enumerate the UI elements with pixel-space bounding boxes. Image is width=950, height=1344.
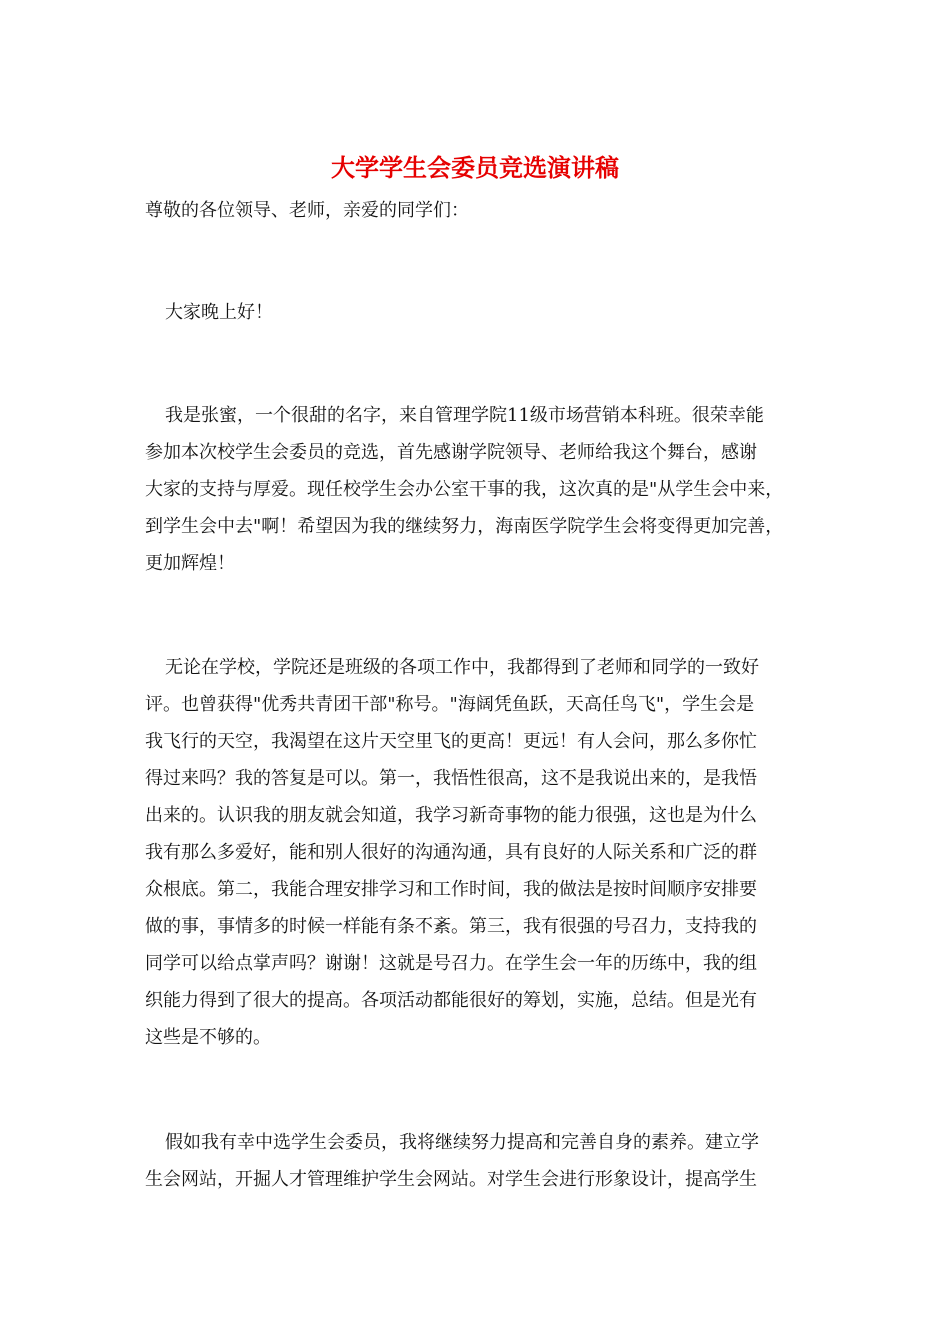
paragraph2-line: 评。也曾获得"优秀共青团干部"称号。"海阔凭鱼跃，天高任鸟飞"，学生会是 xyxy=(145,694,755,715)
paragraph2-line: 众根底。第二，我能合理安排学习和工作时间，我的做法是按时间顺序安排要 xyxy=(145,879,757,900)
paragraph1-line: 大家的支持与厚爱。现任校学生会办公室干事的我，这次真的是"从学生会中来， xyxy=(145,479,784,500)
paragraph2-line: 无论在学校，学院还是班级的各项工作中，我都得到了老师和同学的一致好 xyxy=(165,657,759,678)
paragraph2-line: 织能力得到了很大的提高。各项活动都能很好的筹划，实施，总结。但是光有 xyxy=(145,990,757,1011)
paragraph2-line: 这些是不够的。 xyxy=(145,1027,271,1048)
paragraph1-line: 更加辉煌！ xyxy=(145,553,235,574)
paragraph2-line: 得过来吗？我的答复是可以。第一，我悟性很高，这不是我说出来的，是我悟 xyxy=(145,768,757,789)
paragraph2-line: 同学可以给点掌声吗？谢谢！这就是号召力。在学生会一年的历练中，我的组 xyxy=(145,953,757,974)
paragraph3-line: 假如我有幸中选学生会委员，我将继续努力提高和完善自身的素养。建立学 xyxy=(165,1132,759,1153)
salutation: 尊敬的各位领导、老师，亲爱的同学们： xyxy=(145,200,469,221)
paragraph1-line: 到学生会中去"啊！希望因为我的继续努力，海南医学院学生会将变得更加完善， xyxy=(145,516,784,537)
document-title: 大学学生会委员竞选演讲稿 xyxy=(331,153,619,182)
paragraph3-line: 生会网站，开掘人才管理维护学生会网站。对学生会进行形象设计，提高学生 xyxy=(145,1169,757,1190)
paragraph1-line: 我是张蜜，一个很甜的名字，来自管理学院11级市场营销本科班。很荣幸能 xyxy=(165,405,764,426)
paragraph2-line: 做的事，事情多的时候一样能有条不紊。第三，我有很强的号召力，支持我的 xyxy=(145,916,757,937)
paragraph1-line: 参加本次校学生会委员的竞选，首先感谢学院领导、老师给我这个舞台，感谢 xyxy=(145,442,757,463)
paragraph2-line: 我飞行的天空，我渴望在这片天空里飞的更高！更远！有人会问，那么多你忙 xyxy=(145,731,757,752)
paragraph2-line: 出来的。认识我的朋友就会知道，我学习新奇事物的能力很强，这也是为什么 xyxy=(145,805,757,826)
greeting: 大家晚上好！ xyxy=(165,302,273,323)
paragraph2-line: 我有那么多爱好，能和别人很好的沟通沟通，具有良好的人际关系和广泛的群 xyxy=(145,842,757,863)
